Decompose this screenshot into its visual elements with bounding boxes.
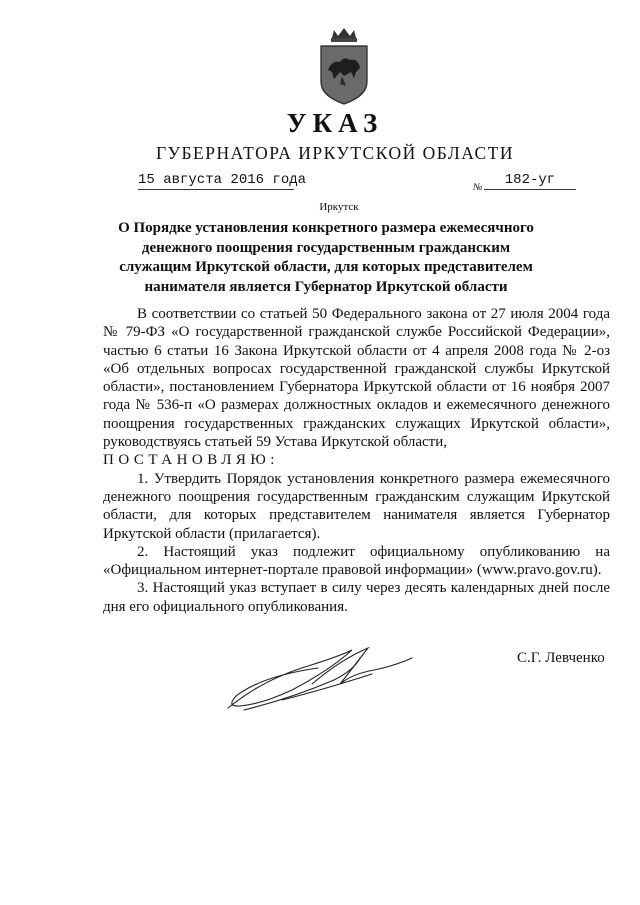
- signer-name: С.Г. Левченко: [517, 650, 605, 666]
- item-paragraph: 1. Утвердить Порядок установления конкретного размера ежемесячного денежного поощрения государственным гражданским служащим Иркутской области, для которых представителем нанимателя является Губернатор Иркутской области (прилагается).: [103, 470, 610, 542]
- document-number: 182-уг: [484, 172, 576, 190]
- irkutsk-coat-of-arms-icon: [318, 24, 370, 108]
- issuer-title: ГУБЕРНАТОРА ИРКУТСКОЙ ОБЛАСТИ: [155, 143, 515, 163]
- document-type: УКАЗ: [286, 108, 384, 138]
- decree-word: ПОСТАНОВЛЯЮ:: [103, 452, 279, 469]
- city: Иркутск: [319, 201, 359, 213]
- number-label: №: [473, 182, 483, 193]
- item-paragraph: 3. Настоящий указ вступает в силу через десять календарных дней после дня его официального опубликования.: [103, 580, 610, 615]
- preamble-paragraph: В соответствии со статьей 50 Федерального закона от 27 июля 2004 года № 79-ФЗ «О государственной гражданской службе Российской Федерации», частью 6 статьи 16 Закона Иркутской области от 4 апреля 2008 года № 2-оз «Об отдельных вопросах государственной гражданской службы Иркутской области», постановлением Губернатора Иркутской области от 16 ноября 2007 года № 536-п «О размерах должностных окладов и ежемесячного денежного поощрения государственных гражданских служащих Иркутской области», руководствуясь статьей 59 Устава Иркутской области,: [103, 306, 610, 451]
- document-title: О Порядке установления конкретного размера ежемесячного денежного поощрения государственным гражданским служащим Иркутской области, для которых представителем нанимателя является Губернатор Иркутской области: [118, 220, 534, 295]
- handwritten-signature-icon: [222, 640, 422, 716]
- document-body: [103, 305, 610, 616]
- item-paragraph: 2. Настоящий указ подлежит официальному опубликованию на «Официальном интернет-портале правовой информации» (www.pravo.gov.ru).: [103, 543, 610, 579]
- document-date: 15 августа 2016 года: [138, 172, 307, 188]
